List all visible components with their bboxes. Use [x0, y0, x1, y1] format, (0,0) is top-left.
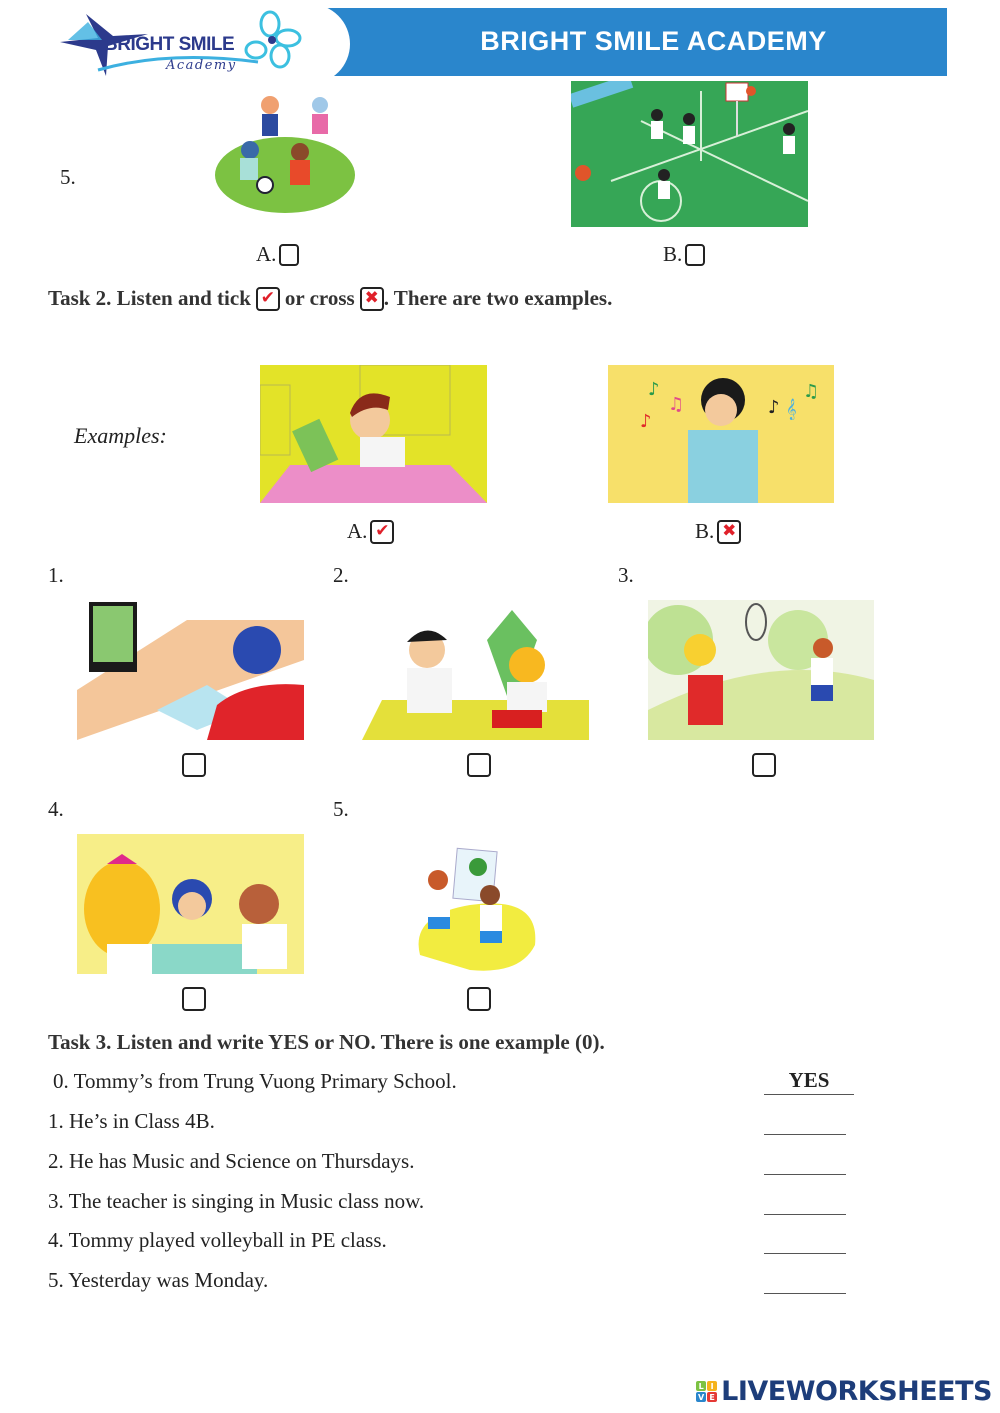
example-a	[347, 519, 394, 544]
item-2-image	[362, 600, 589, 740]
item-3-number: 3.	[618, 563, 634, 587]
svg-text:♪: ♪	[768, 397, 780, 418]
statement-0: 0. Tommy’s from Trung Vuong Primary School.	[53, 1069, 457, 1093]
item-2-number: 2.	[333, 563, 349, 587]
live-badge-icon: L I V E	[696, 1381, 717, 1402]
option-b-checkbox[interactable]	[685, 244, 705, 266]
examples-label: Examples:	[74, 423, 167, 448]
liveworksheets-logo	[696, 1376, 992, 1407]
statement-1: 1. He’s in Class 4B.	[48, 1109, 215, 1133]
football-children-icon	[210, 90, 355, 215]
statement-3: 3. The teacher is singing in Music class now.	[48, 1189, 425, 1213]
girl-music-icon	[608, 365, 834, 503]
boy-reading-icon	[260, 365, 487, 503]
item-1-image	[77, 600, 304, 740]
item-4-image	[77, 834, 304, 974]
item-1-checkbox[interactable]	[182, 753, 206, 777]
option-b-label: B.	[663, 242, 683, 266]
option-b[interactable]	[663, 242, 705, 267]
logo-subtext: Academy	[166, 58, 237, 73]
example-a-image	[260, 365, 487, 503]
example-b-label: B.	[695, 519, 715, 543]
answer-3-input[interactable]	[764, 1188, 846, 1215]
item-5-image	[410, 845, 540, 975]
example-a-label: A.	[347, 519, 368, 543]
item-1-number: 1.	[48, 563, 64, 587]
svg-text:♪: ♪	[640, 411, 652, 432]
task2-instruction-suffix: . There are two examples.	[383, 286, 613, 310]
banner-title: BRIGHT SMILE ACADEMY	[480, 25, 827, 56]
answer-2-input[interactable]	[764, 1148, 846, 1175]
example-b-image	[608, 365, 834, 503]
children-paper-boats-icon	[77, 834, 304, 974]
option-a-label: A.	[256, 242, 277, 266]
task2-instruction-middle: or cross	[284, 286, 355, 310]
task3-instruction: Task 3. Listen and write YES or NO. There is one example (0).	[48, 1030, 605, 1054]
football-image	[210, 90, 355, 215]
basketball-court-icon	[571, 81, 808, 227]
example-a-checkbox-tick-icon: ✔	[370, 520, 394, 544]
item-5-checkbox[interactable]	[467, 987, 491, 1011]
item-4-checkbox[interactable]	[182, 987, 206, 1011]
item-4-number: 4.	[48, 797, 64, 821]
option-a-checkbox[interactable]	[279, 244, 299, 266]
svg-text:♫: ♫	[668, 394, 685, 415]
boys-painting-icon	[410, 845, 540, 975]
svg-text:♪: ♪	[648, 379, 660, 400]
svg-text:♫: ♫	[803, 381, 820, 402]
statement-2: 2. He has Music and Science on Thursdays.	[48, 1149, 415, 1173]
item-5-number: 5.	[333, 797, 349, 821]
statement-5: 5. Yesterday was Monday.	[48, 1268, 269, 1292]
children-badminton-icon	[648, 600, 874, 740]
answer-0: YES	[764, 1068, 854, 1095]
item-3-checkbox[interactable]	[752, 753, 776, 777]
task2-instruction	[48, 286, 612, 311]
tick-example-icon: ✔	[256, 287, 280, 311]
answer-5-input[interactable]	[764, 1267, 846, 1294]
example-b	[695, 519, 741, 544]
boys-making-kite-icon	[362, 600, 589, 740]
cross-example-icon: ✖	[360, 287, 384, 311]
question-number: 5.	[60, 165, 76, 189]
logo-text: BRIGHT SMILE	[104, 34, 235, 55]
task2-instruction-prefix: Task 2. Listen and tick	[48, 286, 251, 310]
answer-4-input[interactable]	[764, 1227, 846, 1254]
statement-4: 4. Tommy played volleyball in PE class.	[48, 1228, 387, 1252]
liveworksheets-brand: LIVEWORKSHEETS	[721, 1376, 992, 1407]
example-b-checkbox-cross-icon: ✖	[717, 520, 741, 544]
item-2-checkbox[interactable]	[467, 753, 491, 777]
answer-1-input[interactable]	[764, 1108, 846, 1135]
basketball-image	[571, 81, 808, 227]
item-3-image	[648, 600, 874, 740]
girl-watching-tv-icon	[77, 600, 304, 740]
option-a[interactable]	[256, 242, 299, 267]
svg-text:𝄞: 𝄞	[786, 399, 797, 420]
